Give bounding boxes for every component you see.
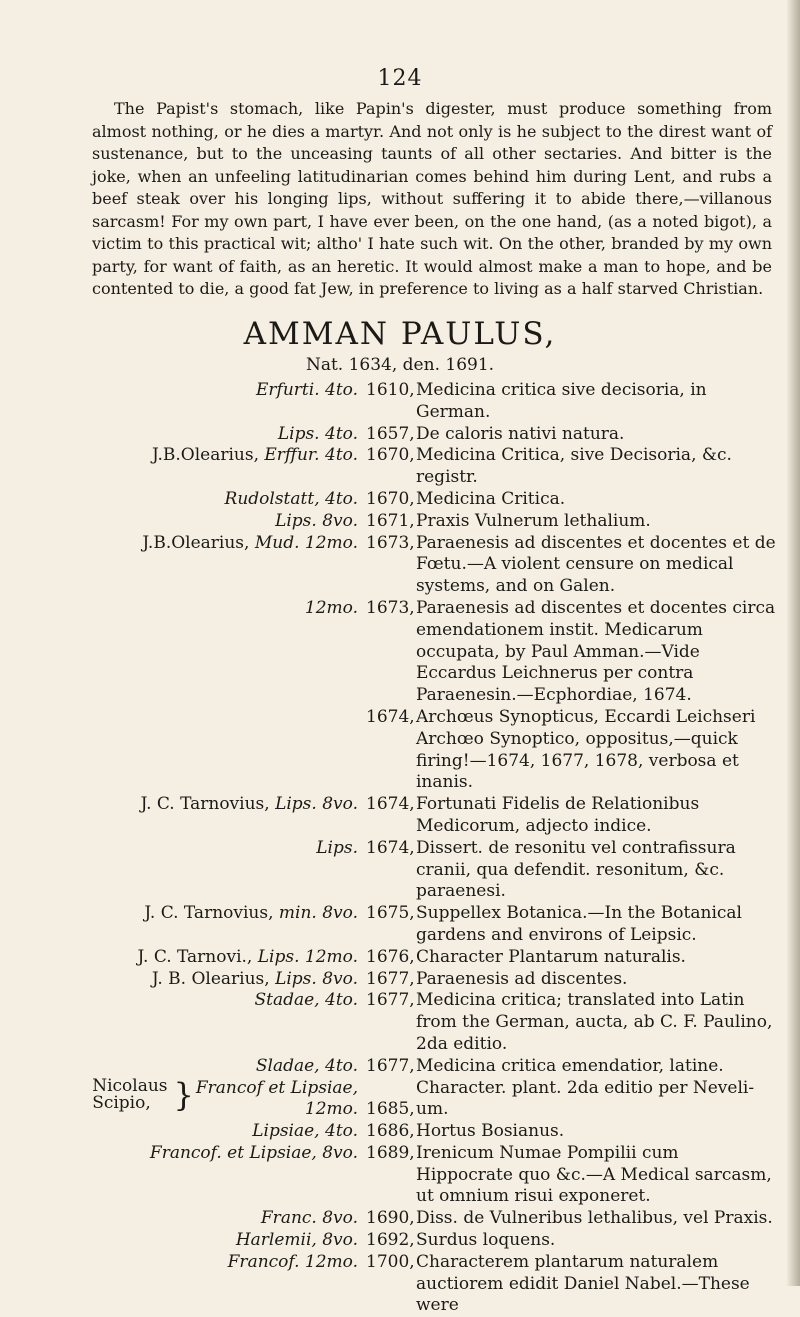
entry-title: Medicina Critica, sive Decisoria, &c. registr. <box>416 445 732 488</box>
page-edge-shadow <box>786 0 800 1286</box>
entry-title: Medicina Critica. <box>416 488 566 509</box>
entry-place-name: Lips. <box>275 794 317 815</box>
entry-title: Paraenesis ad discentes et docentes et de Fœtu.—A violent censure on medical systems, and on Galen. <box>416 532 776 597</box>
bibliography-entry <box>0 1208 800 1230</box>
bibliography-entry <box>0 1121 800 1143</box>
entry-year: 1690, <box>366 1208 415 1229</box>
entry-format: 8vo. <box>322 1230 358 1251</box>
bibliography-entry <box>0 838 800 903</box>
entry-format: 4to. <box>325 1121 358 1142</box>
braced-place-line1: Francof et Lipsiae, <box>195 1077 358 1098</box>
entry-title: De caloris nativi natura. <box>416 423 625 444</box>
entry-title: Dissert. de resonitu vel contrafissura cranii, qua defendit. resonitum, &c. paraenesi. <box>416 837 736 902</box>
entry-title: Surdus loquens. <box>416 1230 556 1251</box>
entry-title: Medicina critica; translated into Latin from the German, aucta, ab C. F. Paulino, 2da editio. <box>416 990 773 1054</box>
bibliography-entry <box>0 598 800 707</box>
entry-title: Medicina critica sive decisoria, in German. <box>416 380 707 422</box>
entry-title: Irenicum Numae Pompilii cum Hippocrate quo &c.—A Medical sarcasm, ut omnium risui exponeret. <box>416 1142 772 1207</box>
entry-title: Medicina critica emendatior, latine. <box>416 1055 724 1076</box>
entry-year: 1673, <box>366 597 415 618</box>
entry-place-name: min. <box>278 903 317 924</box>
entry-author: J. C. Tarnovius, <box>144 903 274 924</box>
entry-year: 1686, <box>366 1121 415 1142</box>
entry-place-name: Sladae, <box>255 1055 320 1076</box>
entry-place <box>0 838 366 860</box>
bibliography-entry <box>0 990 800 1055</box>
entry-title: Fortunati Fidelis de Relationibus Medicorum, adjecto indice. <box>416 794 700 836</box>
entry-format: 8vo. <box>322 1142 358 1163</box>
entry-format: 8vo. <box>322 1208 358 1229</box>
entry-place <box>0 533 366 555</box>
bibliography-entry <box>0 794 800 838</box>
braced-author <box>92 1075 168 1122</box>
entry-place-name: Franc. <box>260 1208 317 1229</box>
entry-year: 1677, <box>366 968 415 989</box>
entry-format: 12mo. <box>304 946 358 967</box>
bibliography-entry <box>0 1230 800 1252</box>
entry-place <box>0 598 366 620</box>
entry-place <box>0 990 366 1012</box>
braced-place <box>196 1078 358 1122</box>
bibliography-entry <box>0 1056 800 1078</box>
entry-year: 1700, <box>366 1251 415 1272</box>
entry-format: 8vo. <box>322 510 358 531</box>
entry-place <box>0 903 366 925</box>
entry-title: Paraenesis ad discentes. <box>416 968 628 989</box>
entry-place-name: Lips. <box>275 510 317 531</box>
entry-author: J. B. Olearius, <box>151 968 270 989</box>
entry-year: 1673, <box>366 532 415 553</box>
life-dates: Nat. 1634, den. 1691. <box>305 355 495 375</box>
entry-year: 1675, <box>366 903 415 924</box>
entry-place <box>0 445 366 467</box>
entry-place <box>0 1143 366 1165</box>
entry-place-name: Lips. <box>275 968 317 989</box>
entry-format: 12mo. <box>304 1251 358 1272</box>
bibliography-entry <box>0 969 800 991</box>
entry-year: 1657, <box>366 423 415 444</box>
entry-place <box>0 380 366 402</box>
entry-year: 1610, <box>366 380 415 400</box>
intro-paragraph <box>92 98 772 301</box>
entry-place <box>0 1252 366 1274</box>
entry-year: 1670, <box>366 445 415 466</box>
entry-place <box>0 1230 366 1252</box>
bibliography-entry <box>0 424 800 446</box>
bibliography-entry <box>0 707 800 794</box>
bibliography-entry <box>0 1143 800 1208</box>
entry-title: Praxis Vulnerum lethalium. <box>416 510 651 531</box>
entry-place-name: Lips. <box>316 837 358 858</box>
entry-format: 4to. <box>325 990 358 1011</box>
entry-place <box>0 424 366 446</box>
entry-place <box>0 1208 366 1230</box>
braced-author-line1: Nicolaus <box>92 1075 168 1096</box>
bibliography-entry <box>0 947 800 969</box>
braced-author-line2: Scipio, <box>92 1092 151 1113</box>
entry-year: 1671, <box>366 510 415 531</box>
bibliography-entry <box>0 1252 800 1317</box>
entry-place-name: Francof. <box>227 1251 300 1272</box>
entry-format: 12mo. <box>304 532 358 553</box>
entry-place-name: Harlemii, <box>235 1230 317 1251</box>
braced-place-line2: 12mo. <box>304 1099 358 1120</box>
entry-format: 8vo. <box>322 968 358 989</box>
entry-author: J.B.Olearius, <box>151 445 259 466</box>
entry-place-name: Erffur. <box>264 445 320 466</box>
entry-title: Character Plantarum naturalis. <box>416 946 686 967</box>
entry-place-name: Rudolstatt, <box>224 488 320 509</box>
entry-year: 1674, <box>366 794 415 815</box>
entry-format: 12mo. <box>304 597 358 618</box>
entry-place-name: Lips. <box>277 423 320 444</box>
entry-place-name: Lipsiae, <box>252 1121 320 1142</box>
entry-format: 4to. <box>325 380 358 400</box>
entry-place <box>0 1056 366 1078</box>
entry-title: Hortus Bosianus. <box>416 1121 565 1142</box>
entry-year: 1689, <box>366 1142 415 1163</box>
braced-title: Character. plant. 2da editio per Neveli-um. <box>416 1077 755 1120</box>
bibliography-entry <box>0 380 800 424</box>
entry-place <box>0 1121 366 1143</box>
bibliography-list <box>0 380 800 1317</box>
entry-place <box>0 947 366 969</box>
entry-year: 1674, <box>366 706 415 727</box>
entry-place-name: Erfurti. <box>256 380 320 400</box>
right-brace-glyph: } <box>173 1075 194 1114</box>
entry-year: 1677, <box>366 990 415 1011</box>
bibliography-entry <box>0 903 800 947</box>
entry-place-name: Francof. et Lipsiae, <box>149 1142 317 1163</box>
bibliography-entries-after <box>0 1121 800 1317</box>
entry-year: 1670, <box>366 488 415 509</box>
entry-place <box>0 489 366 511</box>
bibliography-entry-braced <box>0 1075 800 1122</box>
page-number: 124 <box>377 66 423 91</box>
entry-year: 1692, <box>366 1230 415 1251</box>
bibliography-entries <box>0 380 800 1078</box>
entry-heading: AMMAN PAULUS, <box>243 316 557 352</box>
entry-title: Archœus Synopticus, Eccardi Leichseri Archœo Synoptico, oppositus,—quick firing!—1674, 1677, 1678, verbosa et inanis. <box>416 706 756 793</box>
entry-format: 8vo. <box>322 903 358 924</box>
entry-title: Diss. de Vulneribus lethalibus, vel Praxis. <box>416 1208 773 1229</box>
bibliography-entry <box>0 489 800 511</box>
bibliography-entry <box>0 445 800 489</box>
bibliography-entry <box>0 533 800 598</box>
entry-format: 4to. <box>325 423 358 444</box>
entry-format: 8vo. <box>322 794 358 815</box>
entry-format: 4to. <box>325 1055 358 1076</box>
entry-place <box>0 794 366 816</box>
entry-author: J. C. Tarnovius, <box>140 794 270 815</box>
entry-title: Paraenesis ad discentes et docentes circa emendationem instit. Medicarum occupata, by Paul Amman.—Vide Eccardus Leichnerus per contra Paraenesin.—Ecphordiae, 1674. <box>416 597 776 706</box>
entry-place <box>0 511 366 533</box>
entry-title: Characterem plantarum naturalem auctiorem edidit Daniel Nabel.—These were <box>416 1251 750 1316</box>
entry-year: 1677, <box>366 1055 415 1076</box>
entry-author: J. C. Tarnovi., <box>137 946 253 967</box>
intro-text: The Papist's stomach, like Papin's digester, must produce something from almost nothing, or he dies a martyr. And not only is he subject to the direst want of sustenance, but to the unceasing taunts of all other sectaries. And bitter is the joke, when an unfeeling latitudinarian comes behind him during Lent, and rubs a beef steak over his longing lips, without suffering it to abide there,—villanous sarcasm! For my own part, I have ever been, on the one hand, (as a noted bigot), a victim to this practical wit; altho' I hate such wit. On the other, branded by my own party, for want of faith, as an heretic. It would almost make a man to hope, and be contented to die, a good fat Jew, in preference to living as a half starved Christian. <box>92 99 772 298</box>
entry-author: J.B.Olearius, <box>142 532 250 553</box>
entry-place-name: Lips. <box>257 946 300 967</box>
entry-year: 1674, <box>366 837 415 858</box>
entry-place <box>0 969 366 991</box>
entry-place-name: Mud. <box>254 532 300 553</box>
entry-year: 1676, <box>366 946 415 967</box>
braced-year: 1685, <box>366 1099 415 1120</box>
entry-format: 4to. <box>325 445 358 466</box>
entry-title: Suppellex Botanica.—In the Botanical gardens and environs of Leipsic. <box>416 903 742 945</box>
bibliography-entry <box>0 511 800 533</box>
entry-place-name: Stadae, <box>254 990 320 1011</box>
entry-format: 4to. <box>325 488 358 509</box>
